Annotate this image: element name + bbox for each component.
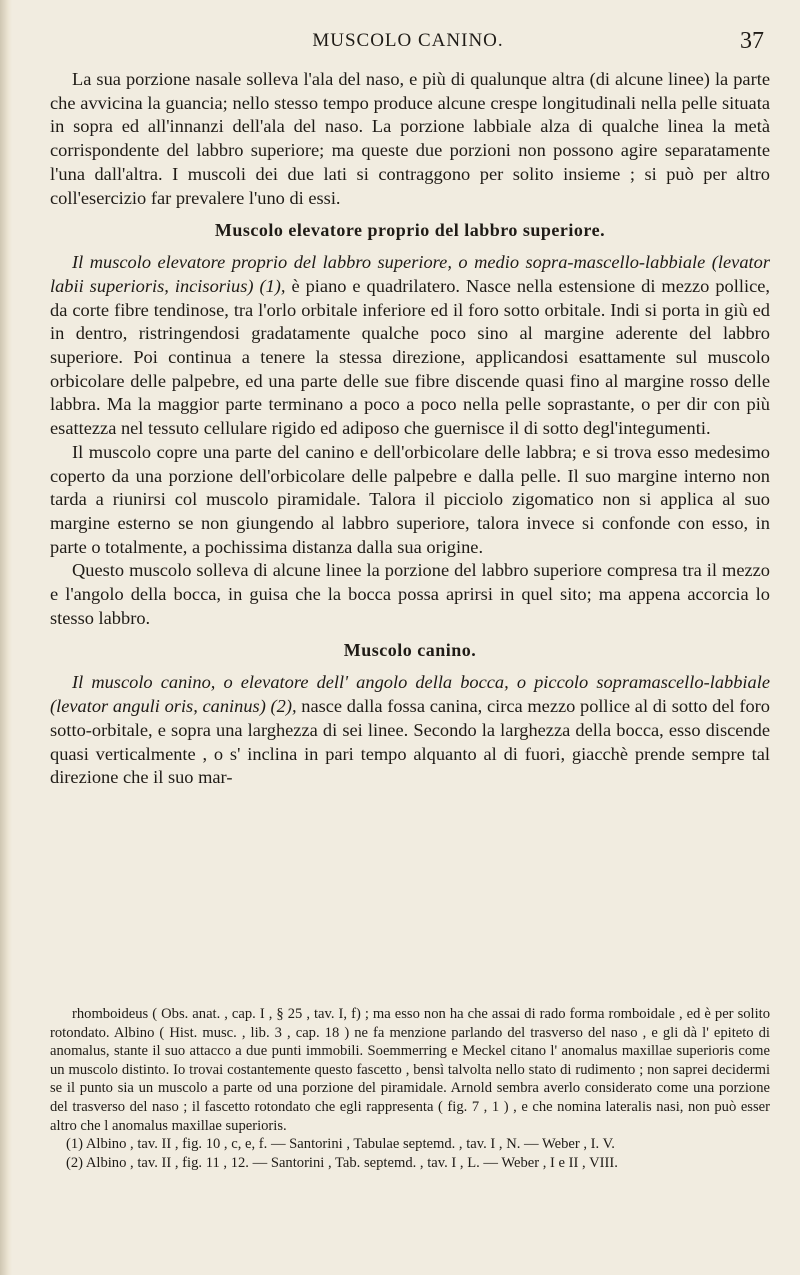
paragraph-levator-origin [50, 251, 770, 441]
footnote-1: (1) Albino , tav. II , fig. 10 , c, e, f. — Santorini , Tabulae septemd. , tav. I , N. — Weber , I. V. [66, 1136, 615, 1153]
paragraph-levator-relations: Il muscolo copre una parte del canino e dell'orbicolare delle labbra; e si trova esso medesimo coperto da una porzione dell'orbicolare delle palpebre e dalla pelle. Il suo margine interno non tarda a riunirsi col muscolo piramidale. Talora il picciolo zigomatico non si applica al suo margine esterno se non giungendo al labbro superiore, talora invece si confonde con esso, in parte o totalmente, a pochissima distanza dalla sua origine. [50, 441, 770, 557]
paragraph-canino [50, 671, 770, 790]
paragraph-nasal-portion: La sua porzione nasale solleva l'ala del naso, e più di qualunque altra (di alcune linee) la parte che avvicina la guancia; nello stesso tempo produce alcune crespe longitudinali nella pelle situata in sopra ed all'innanzi dell'ala del naso. La porzione labbiale alza di qualche linea la metà corrispondente del labbro superiore; ma queste due porzioni non possono agire separatamente l'una dall'altra. I muscoli dei due lati si contraggono per solito insieme ; si può per altro coll'esercizio far prevalere l'uno di essi. [50, 69, 770, 208]
paragraph-levator-action: Questo muscolo solleva di alcune linee la porzione del labbro superiore compresa tra il mezzo e l'angolo della bocca, in guisa che la bocca possa aprirsi in quel sito; ma appena accorcia lo stesso labbro. [50, 560, 770, 628]
running-title: MUSCOLO CANINO. [312, 30, 504, 51]
paragraph-canino-intro: Il muscolo canino, o elevatore dell' angolo della bocca, o piccolo sopramascello-labbiale (levator anguli oris, caninus) (2), [50, 672, 770, 717]
footnote-2: (2) Albino , tav. II , fig. 11 , 12. — Santorini , Tab. septemd. , tav. I , L. — Weber , I e II , VIII. [66, 1154, 618, 1171]
paragraph-levator-rest: è piano e quadrilatero. Nasce nella estensione di mezzo pollice, da corte fibre tendinose, tra l'orlo orbitale inferiore ed il foro sotto orbitale. Indi si porta in giù ed in dentro, ristringendosi gradatamente qualche poco sino al margine aderente del labbro superiore. Poi continua a tenere la stessa direzione, applicandosi esattamente sul muscolo orbicolare delle palpebre, ed una parte delle sue fibre discende quasi fino al margine rosso delle labbra. Ma la maggior parte terminano a poco a poco nella pelle soprastante, o per dir con più esattezza nel tessuto cellulare rigido ed adiposo che guernisce il di sotto degl'integumenti. [50, 275, 770, 439]
section-heading-levator: Muscolo elevatore proprio del labbro superiore. [214, 220, 606, 241]
main-text [50, 68, 770, 790]
footnote-continuation: rhomboideus ( Obs. anat. , cap. I , § 25 , tav. I, f) ; ma esso non ha che assai di rado forma romboidale , ed è per solito rotondato. Albino ( Hist. musc. , lib. 3 , cap. 18 ) ne fa menzione parlando del trasverso del naso , e gli dà l' epiteto di anomalus, stante il suo attacco a due punti immobili. Soemmerring e Meckel citano l' anomalus maxillae superioris come un muscolo distinto. Io trovai costantemente questo fascetto , bensì talvolta nello stato di rudimento ; non saprei decidermi se il punto sia un muscolo a parte od una porzione del piramidale. Arnold sembra averlo considerato come una porzione del trasverso del naso ; il fascetto rotondato che egli rappresenta ( fig. 7 , 1 ) , e che nomina lateralis nasi, non può esser altro che l anomalus maxillae superioris. [50, 1006, 770, 1134]
footnotes [50, 1005, 770, 1172]
paragraph-canino-rest: nasce dalla fossa canina, circa mezzo pollice al di sotto del foro sotto-orbitale, e sopra una larghezza di sei linee. Secondo la larghezza della bocca, esso discende quasi verticalmente , o s' inclina in pari tempo alquanto al di fuori, giacchè prende sempre tal direzione che il suo mar- [50, 696, 770, 788]
page-header [52, 28, 764, 58]
section-heading-canino: Muscolo canino. [343, 640, 477, 661]
page-number: 37 [740, 28, 764, 54]
page-spine-shadow [0, 0, 12, 1275]
paragraph-levator-intro: Il muscolo elevatore proprio del labbro superiore, o medio sopra-mascello-labbiale (levator labii superioris, incisorius) (1), [50, 252, 770, 296]
